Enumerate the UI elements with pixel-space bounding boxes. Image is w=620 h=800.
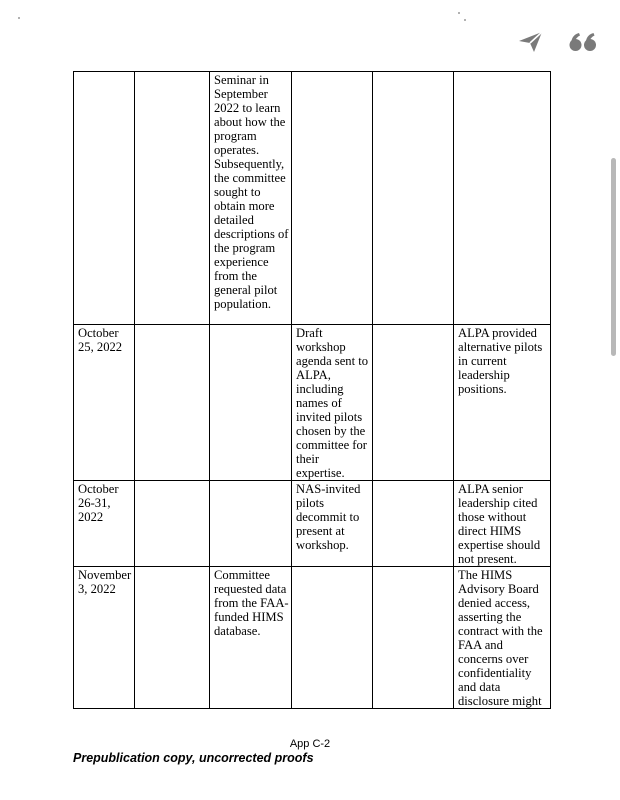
table-cell xyxy=(135,72,210,325)
date-cell: October 26-31, 2022 xyxy=(74,481,135,567)
table-cell xyxy=(292,567,373,709)
date-cell: November 3, 2022 xyxy=(74,567,135,709)
scan-speck xyxy=(18,17,20,19)
table-row xyxy=(74,72,551,325)
table-row xyxy=(74,567,551,709)
quote-icon[interactable] xyxy=(568,30,598,59)
table-cell xyxy=(135,325,210,481)
scan-speck xyxy=(464,19,466,21)
table-cell: Committee requested data from the FAA-funded HIMS database. xyxy=(210,567,292,709)
send-icon[interactable] xyxy=(518,30,544,59)
prepublication-note: Prepublication copy, uncorrected proofs xyxy=(73,751,314,765)
table-cell xyxy=(373,481,454,567)
chronology-table xyxy=(73,71,551,709)
table-cell xyxy=(210,325,292,481)
table-row xyxy=(74,481,551,567)
table-cell: NAS-invited pilots decommit to present at workshop. xyxy=(292,481,373,567)
date-cell: October 25, 2022 xyxy=(74,325,135,481)
table-cell xyxy=(373,567,454,709)
table-cell xyxy=(454,72,551,325)
vertical-scrollbar-thumb[interactable] xyxy=(611,158,616,356)
table-cell xyxy=(373,325,454,481)
table-cell xyxy=(135,481,210,567)
table-cell: ALPA provided alternative pilots in current leadership positions. xyxy=(454,325,551,481)
table-cell: ALPA senior leadership cited those without direct HIMS expertise should not present. xyxy=(454,481,551,567)
scan-speck xyxy=(458,12,460,14)
table-cell: Draft workshop agenda sent to ALPA, including names of invited pilots chosen by the committee for their expertise. xyxy=(292,325,373,481)
table-cell xyxy=(292,72,373,325)
table-cell xyxy=(210,481,292,567)
table-cell: Seminar in September 2022 to learn about how the program operates. Subsequently, the committee sought to obtain more detailed descriptions of the program experience from the general pilot population. xyxy=(210,72,292,325)
table-row xyxy=(74,325,551,481)
table-cell: The HIMS Advisory Board denied access, asserting the contract with the FAA and concerns over confidentiality and data disclosure might xyxy=(454,567,551,709)
table-cell xyxy=(135,567,210,709)
date-cell xyxy=(74,72,135,325)
table-cell xyxy=(373,72,454,325)
page-number: App C-2 xyxy=(289,738,331,750)
